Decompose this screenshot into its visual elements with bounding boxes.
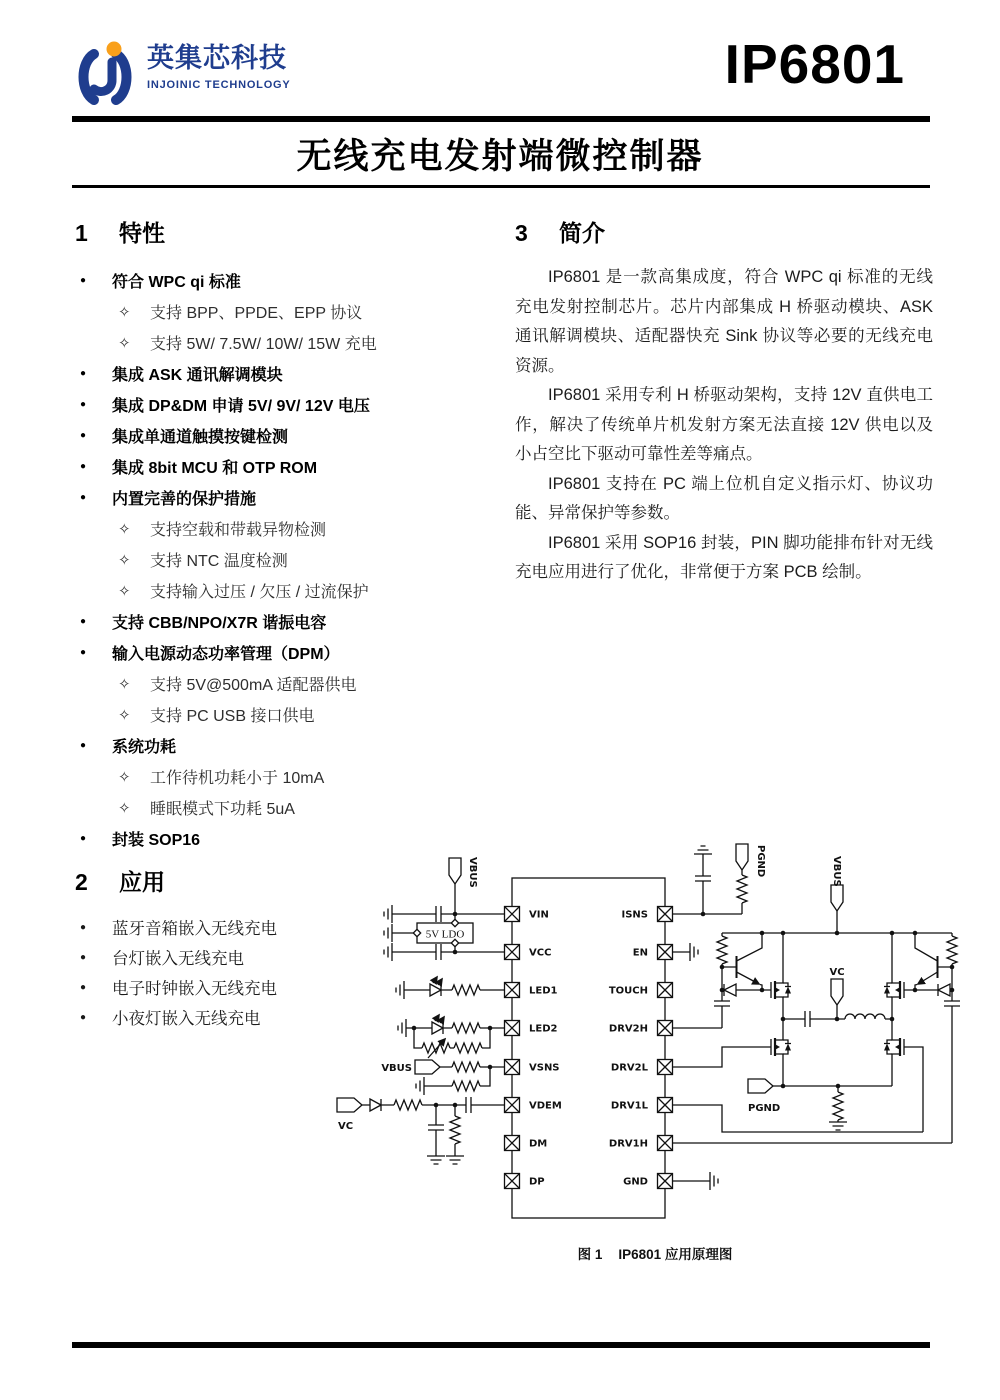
ground-icon: [396, 981, 404, 999]
feature-item: ● 输入电源动态功率管理（DPM）: [75, 637, 485, 668]
intro-paragraph: IP6801 采用专利 H 桥驱动架构，支持 12V 直供电工作，解决了传统单片机发射方案无法直接 12V 供电以及小占空比下驱动可靠性差等痛点。: [515, 386, 933, 463]
resistor-icon: [452, 985, 480, 995]
earth-ground-icon: [427, 1156, 445, 1164]
vc-flag: [337, 1098, 362, 1112]
pin-label: ISNS: [621, 909, 648, 921]
section-heading-features: 1 特性: [75, 220, 165, 246]
intro-text: [515, 263, 933, 588]
logo-en-text: INJOINIC TECHNOLOGY: [147, 79, 291, 91]
feature-subitem: ✧ 睡眠模式下功耗 5uA: [118, 799, 295, 818]
bullet-icon: ●: [80, 951, 87, 963]
document-title: 无线充电发射端微控制器: [296, 137, 704, 176]
earth-ground-icon: [694, 846, 712, 854]
net-label-pgnd: PGND: [748, 1103, 781, 1114]
pin-label: DRV2H: [608, 1023, 648, 1035]
diamond-bullet-icon: ✧: [118, 799, 131, 817]
photoresistor-icon: [422, 1043, 450, 1053]
diode-icon: [724, 984, 736, 996]
feature-subitem: ✧ 支持 5W/ 7.5W/ 10W/ 15W 充电: [118, 334, 377, 353]
feature-subitem: ✧ 支持空载和带载异物检测: [118, 520, 327, 539]
resistor-icon: [452, 1081, 480, 1091]
earth-ground-icon: [829, 1122, 847, 1130]
figure-caption: 图 1 IP6801 应用原理图: [577, 1247, 733, 1262]
diamond-bullet-icon: ✧: [118, 551, 131, 569]
feature-item: ● 内置完善的保护措施: [75, 482, 485, 513]
feature-item: ● 集成单通道触摸按键检测: [75, 420, 485, 451]
mosfet-icon: [765, 978, 791, 1002]
vbus-flag: [831, 885, 843, 911]
bullet-icon: ●: [80, 430, 87, 441]
application-item: ● 小夜灯嵌入无线充电: [75, 1002, 485, 1032]
bullet-icon: ●: [80, 368, 87, 379]
diode-icon: [370, 1099, 381, 1111]
feature-item: ● 集成 DP&DM 申请 5V/ 9V/ 12V 电压: [75, 389, 485, 420]
resistor-icon: [394, 1100, 422, 1110]
bullet-icon: ●: [80, 1011, 87, 1023]
schematic-wires: [337, 844, 960, 1218]
net-label-vc: VC: [829, 967, 845, 978]
diamond-bullet-icon: ✧: [118, 303, 131, 321]
mosfet-icon: [884, 978, 910, 1002]
features-list: [75, 265, 485, 854]
ground-icon: [384, 905, 392, 923]
feature-subitem: ✧ 支持 BPP、PPDE、EPP 协议: [118, 303, 363, 322]
bullet-icon: ●: [80, 275, 87, 286]
pgnd-flag: [748, 1079, 773, 1093]
feature-subitem: ✧ 支持 5V@500mA 适配器供电: [118, 675, 357, 694]
intro-paragraph: IP6801 采用 SOP16 封装，PIN 脚功能排布针对无线充电应用进行了优化，非常便于方案 PCB 绘制。: [515, 533, 933, 581]
pin-label: DM: [529, 1138, 548, 1150]
pin-label: DRV2L: [610, 1062, 648, 1074]
vc-flag: [831, 979, 843, 1005]
title-divider: [72, 185, 930, 188]
pin-label: GND: [623, 1176, 648, 1188]
feature-item: ● 符合 WPC qi 标准: [75, 265, 485, 296]
header-divider: [72, 116, 930, 122]
feature-item: ● 封装 SOP16: [75, 823, 485, 854]
ground-icon: [398, 1019, 406, 1037]
bullet-icon: ●: [80, 492, 87, 503]
led-icon: [432, 1015, 444, 1034]
application-schematic: [330, 833, 1000, 1233]
resistor-icon: [452, 1062, 480, 1072]
schematic-labels: [338, 845, 845, 1188]
pin-label: LED2: [529, 1023, 558, 1035]
resistor-icon: [737, 875, 747, 903]
pin-label: DRV1H: [608, 1138, 648, 1150]
diamond-bullet-icon: ✧: [118, 706, 131, 724]
intro-paragraph: IP6801 是一款高集成度，符合 WPC qi 标准的无线充电发射控制芯片。芯片内部集成 H 桥驱动模块、ASK 通讯解调模块、适配器快充 Sink 协议等必要的无线充电资源。: [515, 268, 933, 375]
resistor-icon: [452, 1023, 480, 1033]
bullet-icon: ●: [80, 616, 87, 627]
resistor-icon: [947, 936, 957, 964]
feature-subitem: ✧ 工作待机功耗小于 10mA: [118, 768, 325, 787]
logo-cn-text: 英集芯科技: [147, 43, 287, 73]
diode-icon: [938, 984, 950, 996]
net-label-vc: VC: [338, 1121, 354, 1132]
diamond-bullet-icon: ✧: [118, 334, 131, 352]
pin-label: DRV1L: [610, 1100, 648, 1112]
net-label-pgnd: PGND: [755, 845, 766, 878]
ground-icon: [416, 1077, 424, 1095]
application-item: ● 台灯嵌入无线充电: [75, 942, 485, 972]
mosfet-icon: [765, 1035, 791, 1059]
bullet-icon: ●: [80, 399, 87, 410]
part-number: IP6801: [724, 33, 905, 95]
ldo-label: 5V LDO: [425, 928, 465, 941]
footer-divider: [72, 1342, 930, 1348]
feature-item: ● 系统功耗: [75, 730, 485, 761]
resistor-icon: [833, 1092, 843, 1120]
ground-icon: [710, 1172, 718, 1190]
section-heading-applications: 2 应用: [75, 869, 165, 895]
feature-subitem: ✧ 支持 PC USB 接口供电: [118, 706, 315, 725]
bullet-icon: ●: [80, 981, 87, 993]
feature-item: ● 集成 ASK 通讯解调模块: [75, 358, 485, 389]
feature-subitem: ✧ 支持输入过压 / 欠压 / 过流保护: [118, 582, 369, 601]
application-item: ● 蓝牙音箱嵌入无线充电: [75, 912, 485, 942]
ic-body: [512, 878, 665, 1218]
bullet-icon: ●: [80, 740, 87, 751]
resistor-icon: [717, 936, 727, 964]
net-label-vbus: VBUS: [467, 857, 478, 888]
bullet-icon: ●: [80, 461, 87, 472]
resistor-icon: [450, 1116, 460, 1144]
junction-dots: [412, 909, 955, 1108]
ground-icon: [384, 924, 392, 942]
feature-item: ● 集成 8bit MCU 和 OTP ROM: [75, 451, 485, 482]
pin-label: VDEM: [529, 1100, 562, 1112]
company-logo: [73, 38, 291, 116]
pgnd-flag: [736, 844, 748, 870]
pin-label: LED1: [529, 985, 558, 997]
vbus-flag: [415, 1060, 440, 1074]
application-item: ● 电子时钟嵌入无线充电: [75, 972, 485, 1002]
resistor-icon: [454, 1043, 482, 1053]
logo-mark-icon: [73, 38, 137, 116]
section-heading-intro: 3 简介: [515, 220, 605, 246]
bullet-icon: ●: [80, 647, 87, 658]
ground-icon: [690, 943, 698, 961]
intro-paragraph: IP6801 支持在 PC 端上位机自定义指示灯、协议功能、异常保护等参数。: [515, 474, 933, 522]
pin-label: TOUCH: [608, 985, 648, 997]
vbus-flag: [449, 858, 461, 884]
pin-label: VCC: [529, 947, 552, 959]
feature-item: ● 支持 CBB/NPO/X7R 谐振电容: [75, 606, 485, 637]
pin-label: DP: [529, 1176, 545, 1188]
pin-label: VIN: [529, 909, 549, 921]
diamond-bullet-icon: ✧: [118, 520, 131, 538]
right-column: [515, 205, 933, 588]
diamond-bullet-icon: ✧: [118, 582, 131, 600]
diamond-bullet-icon: ✧: [118, 768, 131, 786]
earth-ground-icon: [446, 1156, 464, 1164]
mosfet-icon: [884, 1035, 910, 1059]
led-icon: [430, 977, 442, 996]
inductor-icon: [845, 1014, 885, 1019]
net-label-vbus: VBUS: [381, 1063, 412, 1074]
bullet-icon: ●: [80, 921, 87, 933]
feature-subitem: ✧ 支持 NTC 温度检测: [118, 551, 288, 570]
pin-label: VSNS: [529, 1062, 560, 1074]
net-label-vbus: VBUS: [831, 856, 842, 887]
pin-label: EN: [632, 947, 648, 959]
bullet-icon: ●: [80, 833, 87, 844]
diamond-bullet-icon: ✧: [118, 675, 131, 693]
ground-icon: [384, 943, 392, 961]
